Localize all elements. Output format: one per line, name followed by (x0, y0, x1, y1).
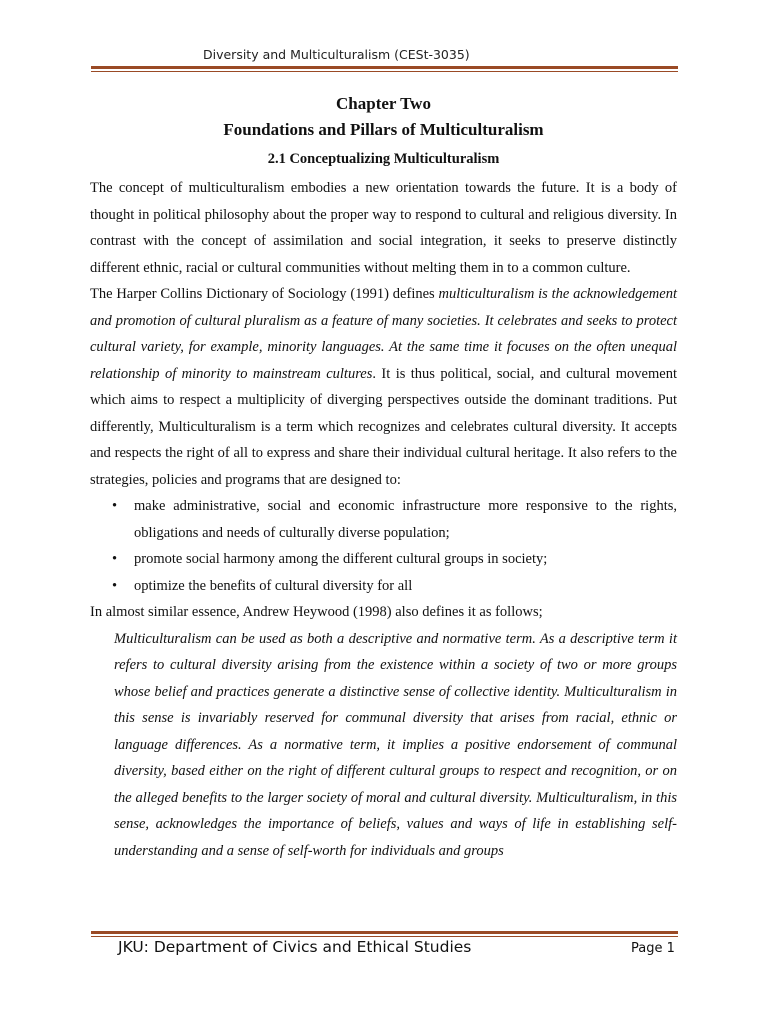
paragraph-1: The concept of multiculturalism embodies a new orientation towards the future. It is a body of thought in political philosophy about the proper way to respond to cultural and religious diversity. In contrast with the concept of assimilation and social integration, it seeks to preserve distinctly different ethnic, racial or cultural communities without melting them in to a common culture. (90, 180, 677, 276)
paragraph-3: In almost similar essence, Andrew Heywood (1998) also defines it as follows; (90, 604, 543, 620)
list-item (90, 573, 677, 600)
paragraph-2-lead: The Harper Collins Dictionary of Sociology (1991) defines (90, 286, 439, 302)
footer-department: JKU: Department of Civics and Ethical Studies (118, 938, 472, 956)
list-item (90, 493, 677, 546)
bullet-icon: • (112, 577, 118, 594)
list-item-text: optimize the benefits of cultural diversity for all (134, 577, 413, 594)
paragraph-2-tail: . It is thus political, social, and cultural movement which aims to respect a multiplicity of diverging perspectives outside the dominant traditions. Put differently, Multiculturalism is a term which recognizes and celebrates cultural diversity. It accepts and respects the right of all to express and share their individual cultural heritage. It also refers to the strategies, policies and programs that are designed to: (90, 365, 677, 488)
paragraph-2-definition: multiculturalism is the acknowledgement and promotion of cultural pluralism as a feature of many societies. It celebrates and seeks to protect cultural variety, for example, minority languages. At the same time it focuses on the often unequal relationship of minority to mainstream cultures (90, 286, 677, 382)
list-item (90, 546, 677, 573)
list-item-text: make administrative, social and economic infrastructure more responsive to the rights, obligations and needs of culturally diverse population; (134, 498, 677, 541)
paragraph-2 (90, 281, 677, 493)
chapter-title: Foundations and Pillars of Multiculturalism (223, 120, 544, 139)
footer-rule (91, 931, 678, 937)
header-course-title: Diversity and Multiculturalism (CESt-3035) (203, 47, 470, 62)
page-content (90, 92, 677, 864)
bullet-icon: • (112, 551, 118, 567)
header-rule (91, 66, 678, 72)
block-quote: Multiculturalism can be used as both a descriptive and normative term. As a descriptive term it refers to cultural diversity arising from the existence within a society of two or more groups whose belief and practices generate a distinctive sense of collective identity. Multiculturalism in this sense is invariably reserved for communal diversity that arises from racial, ethnic or language differences. As a normative term, it implies a positive endorsement of communal diversity, based either on the right of different cultural groups to respect and recognition, or on the alleged benefits to the larger society of moral and cultural diversity. Multiculturalism, in this sense, acknowledges the importance of beliefs, values and ways of life in establishing self-understanding and a sense of self-worth for individuals and groups (114, 630, 677, 859)
bullet-icon: • (112, 498, 118, 514)
section-heading: 2.1 Conceptualizing Multiculturalism (267, 151, 500, 167)
list-item-text: promote social harmony among the different cultural groups in society; (134, 551, 548, 567)
page-number: Page 1 (631, 941, 675, 956)
bullet-list (90, 493, 677, 599)
chapter-number: Chapter Two (336, 94, 431, 113)
